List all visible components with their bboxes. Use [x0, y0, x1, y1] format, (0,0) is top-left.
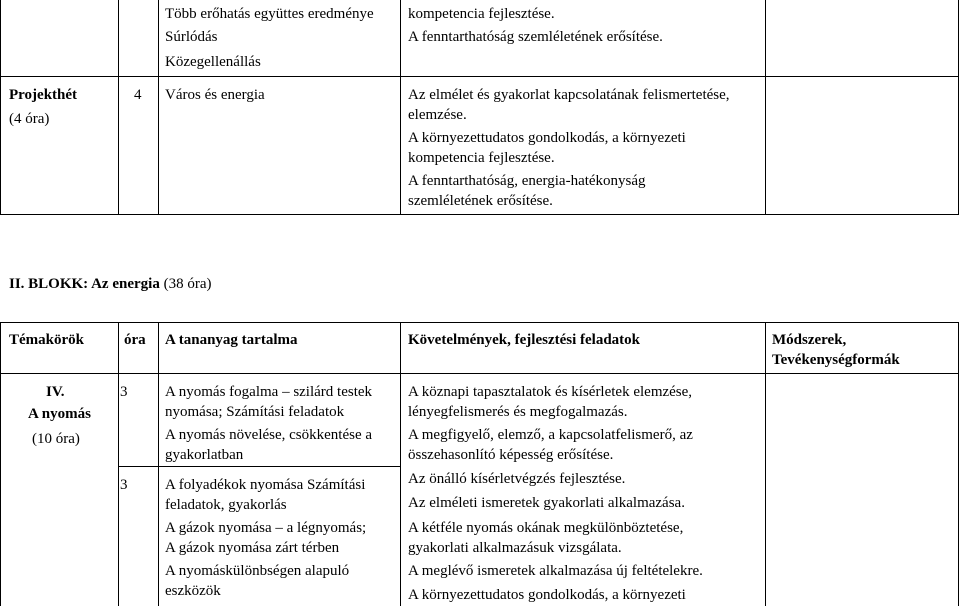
project-week-req-line: Az elmélet és gyakorlat kapcsolatának felismertetése, — [408, 87, 730, 103]
table1-border — [118, 0, 119, 215]
table1-border — [0, 214, 959, 215]
requirement-line: Az önálló kísérletvégzés fejlesztése. — [408, 471, 626, 487]
row2-content-line: A folyadékok nyomása Számítási — [165, 477, 366, 493]
header-content: A tananyag tartalma — [165, 332, 298, 348]
table2-border — [118, 322, 119, 606]
topic-hours: (10 óra) — [32, 431, 80, 447]
block-heading-hours: (38 óra) — [159, 276, 212, 292]
project-week-req-line: A fenntarthatóság, energia-hatékonyság — [408, 173, 646, 189]
table2-border — [0, 322, 1, 606]
row2-content-line: eszközök — [165, 583, 221, 599]
project-week-req-line: elemzése. — [408, 107, 467, 123]
row2-content-line: feladatok, gyakorlás — [165, 497, 287, 513]
project-week-req-line: A környezettudatos gondolkodás, a környezeti — [408, 130, 686, 146]
table1-border — [765, 0, 766, 215]
table1-row1-topic-line: Súrlódás — [165, 29, 218, 45]
row1-content-line: gyakorlatban — [165, 447, 244, 463]
table2-border — [765, 322, 766, 606]
row2-hours: 3 — [120, 477, 128, 493]
requirement-line: gyakorlati alkalmazásuk vizsgálata. — [408, 540, 622, 556]
row2-content-line: A gázok nyomása zárt térben — [165, 540, 340, 556]
requirement-line: A környezettudatos gondolkodás, a környezeti — [408, 587, 686, 603]
requirement-line: A köznapi tapasztalatok és kísérletek elemzése, — [408, 384, 693, 400]
table2-border — [0, 373, 959, 374]
project-week-count: 4 — [134, 87, 142, 103]
table1-border — [0, 76, 959, 77]
header-hours: óra — [124, 332, 146, 348]
topic-number: IV. — [46, 384, 65, 400]
project-week-title: Projekthét — [9, 87, 78, 103]
project-week-req-line: kompetencia fejlesztése. — [408, 150, 555, 166]
requirement-line: A megfigyelő, elemző, a kapcsolatfelismerő, az — [408, 427, 693, 443]
row1-hours: 3 — [120, 384, 128, 400]
block-heading — [9, 275, 211, 293]
block-heading-title: II. BLOKK: Az energia — [9, 276, 160, 292]
table2-border — [118, 466, 400, 467]
project-week-req-line: szemléletének erősítése. — [408, 193, 553, 209]
table2-border — [158, 322, 159, 606]
table1-row1-req-line: A fenntarthatóság szemléletének erősítése. — [408, 29, 663, 45]
table1-row1-req-line: kompetencia fejlesztése. — [408, 6, 555, 22]
row1-content-line: A nyomás növelése, csökkentése a — [165, 427, 373, 443]
table1-row1-topic-line: Közegellenállás — [165, 54, 261, 70]
requirement-line: összehasonlító képesség erősítése. — [408, 447, 614, 463]
row1-content-line: A nyomás fogalma – szilárd testek — [165, 384, 373, 400]
project-week-topic: Város és energia — [165, 87, 265, 103]
table1-border — [158, 0, 159, 215]
table2-border — [0, 322, 959, 323]
row2-content-line: A gázok nyomása – a légnyomás; — [165, 520, 367, 536]
header-methods: Módszerek, — [772, 332, 847, 348]
table2-border — [400, 322, 401, 606]
requirement-line: Az elméleti ismeretek gyakorlati alkalmazása. — [408, 495, 685, 511]
topic-title: A nyomás — [28, 406, 91, 422]
requirement-line: A kétféle nyomás okának megkülönböztetése, — [408, 520, 684, 536]
table1-row1-topic-line: Több erőhatás együttes eredménye — [165, 6, 374, 22]
header-requirements: Követelmények, fejlesztési feladatok — [408, 332, 641, 348]
row1-content-line: nyomása; Számítási feladatok — [165, 404, 345, 420]
header-topics: Témakörök — [9, 332, 84, 348]
table1-border — [400, 0, 401, 215]
requirement-line: A meglévő ismeretek alkalmazása új feltételekre. — [408, 563, 703, 579]
requirement-line: lényegfelismerés és megfogalmazás. — [408, 404, 628, 420]
row2-content-line: A nyomáskülönbségen alapuló — [165, 563, 350, 579]
header-methods: Tevékenységformák — [772, 352, 900, 368]
project-week-hours: (4 óra) — [9, 111, 50, 127]
table1-border — [0, 0, 1, 215]
